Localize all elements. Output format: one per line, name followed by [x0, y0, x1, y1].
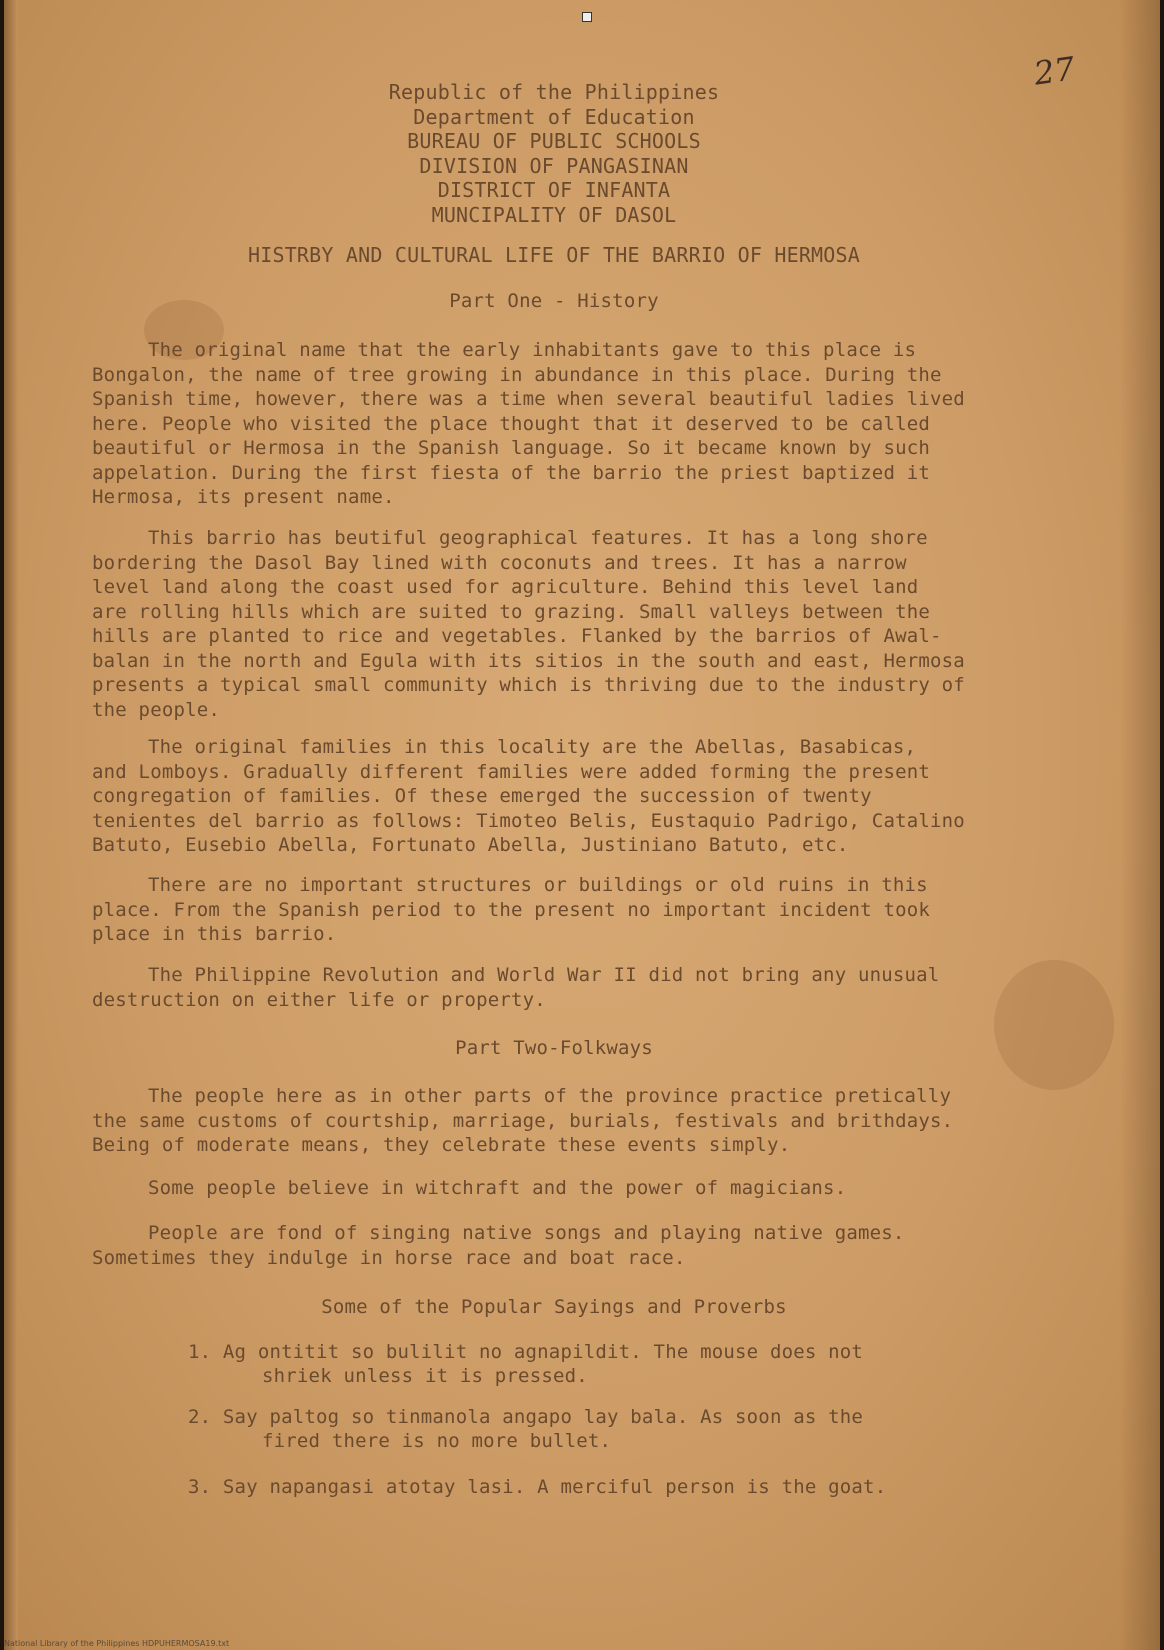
text-line: and Lomboys. Gradually different families were added forming the present [92, 760, 931, 783]
library-stamp-icon [582, 12, 592, 22]
text-line: Sometimes they indulge in horse race and boat race. [92, 1246, 686, 1269]
text-line: Bongalon, the name of tree growing in abundance in this place. During the [92, 363, 942, 386]
text-line: place. From the Spanish period to the present no important incident took [92, 898, 931, 921]
text-line: destruction on either life or property. [92, 988, 546, 1011]
scan-footer: National Library of the Philippines HDPUHERMOSA19.txt [4, 1639, 230, 1648]
text-line: balan in the north and Egula with its sitios in the south and east, Hermosa [92, 649, 965, 672]
text-line: tenientes del barrio as follows: Timoteo Belis, Eustaquio Padrigo, Catalino [92, 809, 965, 832]
text-line: 1. Ag ontitit so bulilit no agnapildit. The mouse does not [188, 1341, 864, 1363]
header-line: DISTRICT OF INFANTA [437, 178, 671, 202]
text-line: Batuto, Eusebio Abella, Fortunato Abella, Justiniano Batuto, etc. [92, 834, 849, 856]
list-item [188, 1405, 1008, 1459]
page-edge-shadow [1120, 0, 1160, 1650]
text-line: are rolling hills which are suited to grazing. Small valleys between the [92, 600, 931, 623]
text-line: presents a typical small community which is thriving due to the industry of [92, 674, 965, 696]
document-header [4, 80, 1104, 227]
text-line: The original name that the early inhabitants gave to this place is [148, 339, 917, 361]
header-line: BUREAU OF PUBLIC SCHOOLS [407, 129, 701, 153]
header-line: DIVISION OF PANGASINAN [419, 153, 689, 178]
header-line: Department of Education [413, 104, 695, 129]
text-line: bordering the Dasol Bay lined with coconuts and trees. It has a narrow [92, 551, 907, 574]
text-line: the same customs of courtship, marriage, burials, festivals and brithdays. [92, 1109, 954, 1132]
document-title: HISTRBY AND CULTURAL LIFE OF THE BARRIO OF HERMOSA [247, 243, 861, 267]
text-line: the people. [92, 698, 221, 721]
paragraph [92, 1221, 1022, 1270]
part-two-heading: Part Two-Folkways [455, 1037, 653, 1059]
text-line: level land along the coast used for agriculture. Behind this level land [92, 576, 919, 598]
header-line: MUNCIPALITY OF DASOL [431, 202, 677, 227]
text-line: congregation of families. Of these emerged the succession of twenty [92, 785, 872, 807]
text-line: here. People who visited the place thought that it deserved to be called [92, 412, 931, 435]
document-page [4, 0, 1160, 1650]
paragraph [92, 338, 1022, 510]
paragraph [92, 526, 1022, 722]
text-line: 2. Say paltog so tinmanola angapo lay bala. As soon as the [188, 1406, 864, 1428]
paragraph [92, 873, 1022, 947]
text-line: People are fond of singing native songs and playing native games. [148, 1222, 905, 1244]
list-item [188, 1340, 1008, 1394]
text-line: 3. Say napangasi atotay lasi. A merciful person is the goat. [188, 1476, 887, 1498]
text-line: Spanish time, however, there was a time when several beautiful ladies lived [92, 388, 965, 410]
paragraph [92, 735, 1022, 858]
text-line: Some people believe in witchraft and the power of magicians. [148, 1177, 847, 1199]
text-line: appelation. During the first fiesta of the barrio the priest baptized it [92, 461, 931, 484]
paragraph [92, 1176, 1022, 1201]
text-line: fired there is no more bullet. [262, 1430, 612, 1452]
text-line: Hermosa, its present name. [92, 486, 395, 508]
text-line: shriek unless it is pressed. [262, 1365, 588, 1387]
text-line: The people here as in other parts of the province practice pretically [148, 1085, 952, 1107]
page-number: 27 [1031, 49, 1078, 93]
text-line: The Philippine Revolution and World War II did not bring any unusual [148, 964, 940, 986]
text-line: This barrio has beutiful geographical features. It has a long shore [148, 527, 928, 549]
text-line: hills are planted to rice and vegetables. Flanked by the barrios of Awal- [92, 625, 942, 647]
sayings-heading: Some of the Popular Sayings and Proverbs [321, 1296, 787, 1318]
text-line: beautiful or Hermosa in the Spanish language. So it became known by such [92, 437, 931, 459]
text-line: place in this barrio. [92, 923, 337, 945]
text-line: The original families in this locality are the Abellas, Basabicas, [148, 736, 917, 758]
header-line: Republic of the Philippines [388, 80, 720, 104]
text-line: Being of moderate means, they celebrate these events simply. [92, 1134, 791, 1156]
list-item [188, 1475, 1008, 1505]
text-line: There are no important structures or buildings or old ruins in this [148, 874, 928, 896]
paragraph [92, 963, 1022, 1012]
paragraph [92, 1084, 1022, 1158]
part-one-heading: Part One - History [449, 290, 659, 312]
